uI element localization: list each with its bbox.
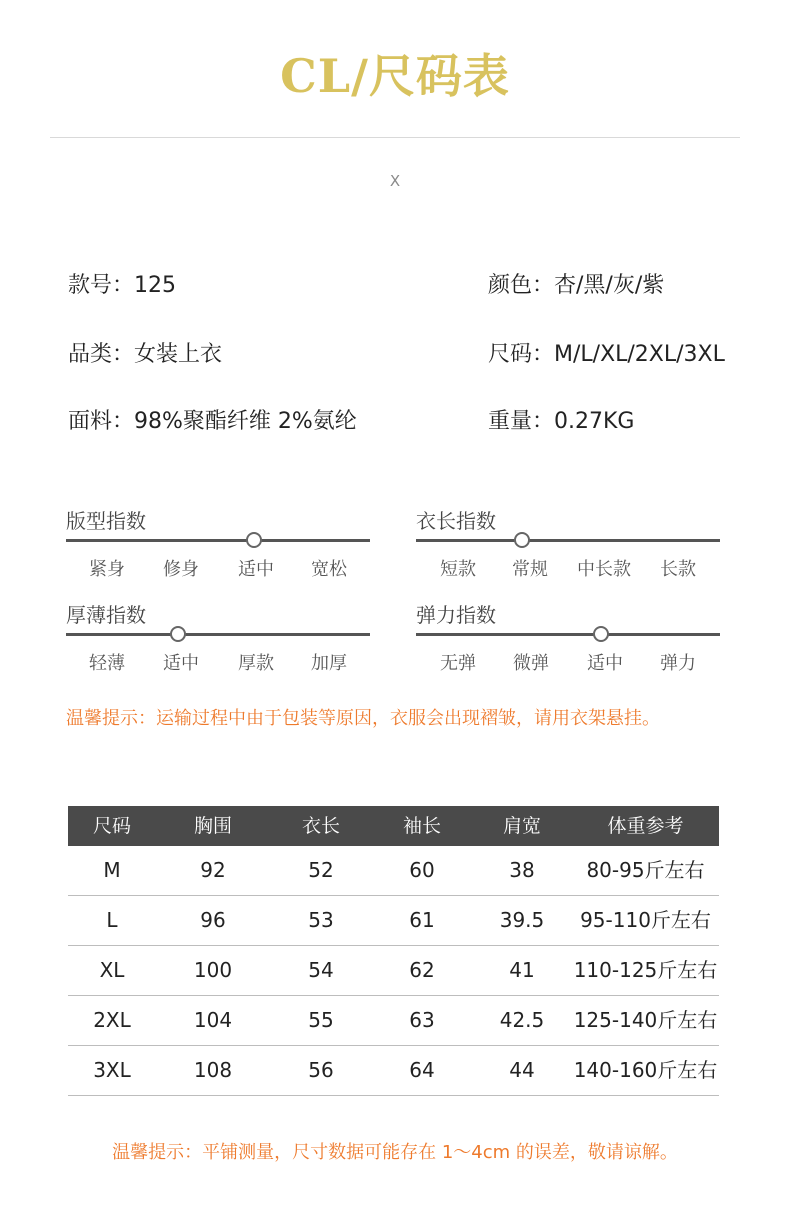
gauge-thickness-knob [170,626,186,642]
gauge-elasticity-option: 微弹 [513,653,549,674]
gauge-elasticity-option: 无弹 [440,653,476,674]
table-row [68,946,719,996]
gauge-thickness-option: 加厚 [311,653,347,674]
gauge-elasticity [416,599,720,679]
table-cell: 62 [409,958,435,982]
table-cell: 61 [409,908,435,932]
gauge-length-option: 中长款 [577,559,631,580]
table-cell: XL [99,958,125,982]
table-header-cell: 胸围 [193,815,232,837]
gauge-length-track [416,539,720,542]
gauge-fit-label: 版型指数 [66,509,146,533]
gauge-length-option: 常规 [512,559,548,580]
spec-style-no: 款号：125 [68,273,176,298]
table-cell: 96 [200,908,226,932]
gauge-elasticity-label: 弹力指数 [416,603,496,627]
size-table [68,806,719,1096]
table-header-cell: 体重参考 [607,815,684,837]
gauge-length-option: 长款 [660,559,696,580]
table-cell: 56 [308,1058,334,1082]
table-row [68,846,719,896]
table-cell: 63 [409,1008,435,1032]
care-tip: 温馨提示：运输过程中由于包装等原因，衣服会出现褶皱，请用衣架悬挂。 [66,708,660,729]
table-cell: 54 [308,958,334,982]
table-cell: 125-140斤左右 [573,1008,718,1032]
spec-sizes: 尺码：M/L/XL/2XL/3XL [488,342,725,367]
gauge-thickness-option: 适中 [163,653,199,674]
table-cell: 60 [409,858,435,882]
table-cell: 140-160斤左右 [573,1058,718,1082]
table-cell: 104 [193,1008,233,1032]
gauge-fit-option: 宽松 [311,559,347,580]
gauge-fit-track [66,539,370,542]
table-cell: 52 [308,858,334,882]
table-header-cell: 袖长 [402,815,441,837]
close-icon[interactable]: X [389,172,401,190]
gauge-length [416,505,720,585]
table-cell: 53 [308,908,334,932]
gauge-elasticity-track [416,633,720,636]
table-cell: L [106,908,118,932]
gauge-length-knob [514,532,530,548]
table-cell: 92 [200,858,226,882]
gauge-fit [66,505,370,585]
table-cell: 64 [409,1058,435,1082]
table-cell: 41 [509,958,535,982]
table-cell: 100 [193,958,233,982]
gauge-length-option: 短款 [440,559,476,580]
table-cell: 95-110斤左右 [580,908,711,932]
table-header-row [68,806,719,846]
table-header-cell: 尺码 [92,815,131,837]
table-row [68,1046,719,1096]
measure-tip: 温馨提示：平铺测量，尺寸数据可能存在 1～4cm 的误差，敬请谅解。 [112,1142,678,1163]
gauge-thickness-label: 厚薄指数 [66,603,146,627]
table-cell: M [103,858,121,882]
table-cell: 108 [193,1058,233,1082]
gauge-fit-option: 修身 [163,559,199,580]
table-cell: 2XL [93,1008,131,1032]
gauge-elasticity-knob [593,626,609,642]
table-header-cell: 肩宽 [502,815,541,837]
gauge-fit-knob [246,532,262,548]
spec-fabric: 面料：98%聚酯纤维 2%氨纶 [68,409,357,434]
spec-weight: 重量：0.27KG [488,409,635,434]
spec-color: 颜色：杏/黑/灰/紫 [488,273,665,298]
gauge-fit-option: 适中 [238,559,274,580]
table-header-cell: 衣长 [301,815,340,837]
table-row [68,996,719,1046]
gauge-thickness-option: 厚款 [238,653,274,674]
gauge-thickness-option: 轻薄 [89,653,125,674]
title-divider [50,137,740,138]
table-cell: 3XL [93,1058,131,1082]
table-cell: 80-95斤左右 [586,858,705,882]
gauge-thickness-track [66,633,370,636]
table-cell: 55 [308,1008,334,1032]
gauge-elasticity-option: 适中 [587,653,623,674]
table-cell: 42.5 [499,1008,545,1032]
gauge-thickness [66,599,370,679]
spec-category: 品类：女装上衣 [68,342,223,367]
table-cell: 38 [509,858,535,882]
page-title: CL/尺码表 [280,49,510,103]
table-row [68,896,719,946]
gauge-elasticity-option: 弹力 [660,653,696,674]
table-cell: 44 [509,1058,535,1082]
gauge-length-label: 衣长指数 [416,509,496,533]
table-cell: 110-125斤左右 [573,958,718,982]
table-cell: 39.5 [499,908,545,932]
gauge-fit-option: 紧身 [89,559,125,580]
